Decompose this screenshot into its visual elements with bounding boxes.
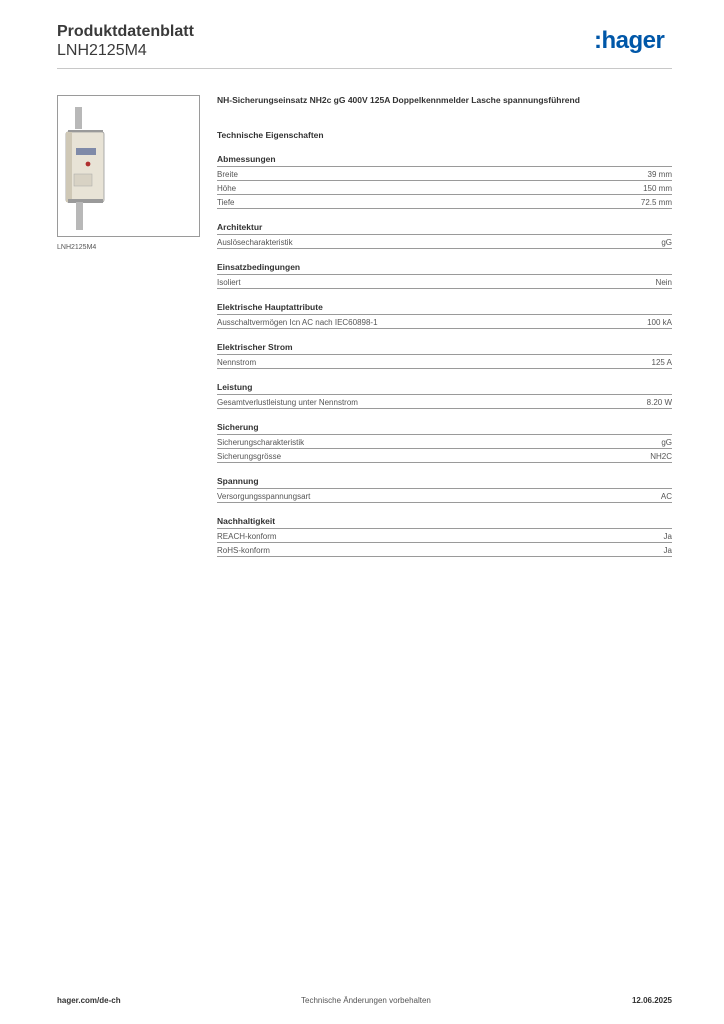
- spec-section: [217, 342, 672, 369]
- spec-section: [217, 262, 672, 289]
- spec-row: [217, 181, 672, 195]
- spec-section: [217, 154, 672, 209]
- spec-label: Sicherungscharakteristik: [217, 438, 305, 447]
- spec-label: Höhe: [217, 184, 237, 193]
- spec-content: [217, 94, 672, 557]
- spec-value: NH2C: [650, 452, 672, 461]
- spec-section: [217, 222, 672, 249]
- page-header: [57, 22, 194, 60]
- spec-label: Auslösecharakteristik: [217, 238, 293, 247]
- spec-value: 150 mm: [643, 184, 672, 193]
- header-divider: [57, 68, 672, 69]
- page-title: Produktdatenblatt: [57, 23, 194, 40]
- spec-section: [217, 422, 672, 463]
- section-title: Elektrischer Strom: [217, 342, 672, 355]
- spec-row: [217, 543, 672, 557]
- hager-logo: :hager: [594, 27, 665, 54]
- footer-notice: Technische Änderungen vorbehalten: [301, 996, 431, 1005]
- footer-website: hager.com/de-ch: [57, 996, 121, 1005]
- footer-date: 12.06.2025: [631, 996, 672, 1005]
- spec-row: [217, 395, 672, 409]
- spec-row: [217, 315, 672, 329]
- spec-value: gG: [661, 438, 672, 447]
- spec-value: 8.20 W: [646, 398, 672, 407]
- image-caption: LNH2125M4: [57, 244, 97, 251]
- spec-value: AC: [660, 492, 672, 501]
- section-title: Abmessungen: [217, 154, 672, 167]
- spec-label: Versorgungsspannungsart: [217, 492, 311, 501]
- spec-row: [217, 167, 672, 181]
- spec-row: [217, 275, 672, 289]
- product-code: LNH2125M4: [57, 42, 147, 59]
- tech-heading: Technische Eigenschaften: [217, 130, 324, 140]
- spec-label: Tiefe: [217, 198, 235, 207]
- section-title: Elektrische Hauptattribute: [217, 302, 672, 315]
- section-title: Spannung: [217, 476, 672, 489]
- spec-row: [217, 195, 672, 209]
- spec-value: 125 A: [651, 358, 672, 367]
- spec-row: [217, 235, 672, 249]
- spec-section: [217, 382, 672, 409]
- spec-row: [217, 355, 672, 369]
- spec-value: Nein: [655, 278, 672, 287]
- spec-label: RoHS-konform: [217, 546, 270, 555]
- spec-label: Sicherungsgrösse: [217, 452, 282, 461]
- section-title: Nachhaltigkeit: [217, 516, 672, 529]
- spec-row: [217, 489, 672, 503]
- spec-value: Ja: [663, 546, 672, 555]
- section-title: Sicherung: [217, 422, 672, 435]
- spec-label: REACH-konform: [217, 532, 277, 541]
- spec-section: [217, 476, 672, 503]
- spec-label: Isoliert: [217, 278, 241, 287]
- spec-sections: [217, 154, 672, 557]
- section-title: Einsatzbedingungen: [217, 262, 672, 275]
- spec-label: Ausschaltvermögen Icn AC nach IEC60898-1: [217, 318, 378, 327]
- spec-value: 72.5 mm: [640, 198, 672, 207]
- section-title: Architektur: [217, 222, 672, 235]
- spec-label: Nennstrom: [217, 358, 257, 367]
- spec-value: 100 kA: [647, 318, 672, 327]
- spec-value: Ja: [663, 532, 672, 541]
- spec-row: [217, 435, 672, 449]
- spec-row: [217, 529, 672, 543]
- fuse-illustration: [58, 96, 199, 236]
- spec-label: Gesamtverlustleistung unter Nennstrom: [217, 398, 358, 407]
- product-description: NH-Sicherungseinsatz NH2c gG 400V 125A Doppelkennmelder Lasche spannungsführend: [217, 95, 580, 105]
- spec-value: 39 mm: [647, 170, 672, 179]
- section-title: Leistung: [217, 382, 672, 395]
- spec-row: [217, 449, 672, 463]
- spec-section: [217, 516, 672, 557]
- product-image: [57, 95, 200, 237]
- spec-value: gG: [661, 238, 672, 247]
- spec-label: Breite: [217, 170, 238, 179]
- spec-section: [217, 302, 672, 329]
